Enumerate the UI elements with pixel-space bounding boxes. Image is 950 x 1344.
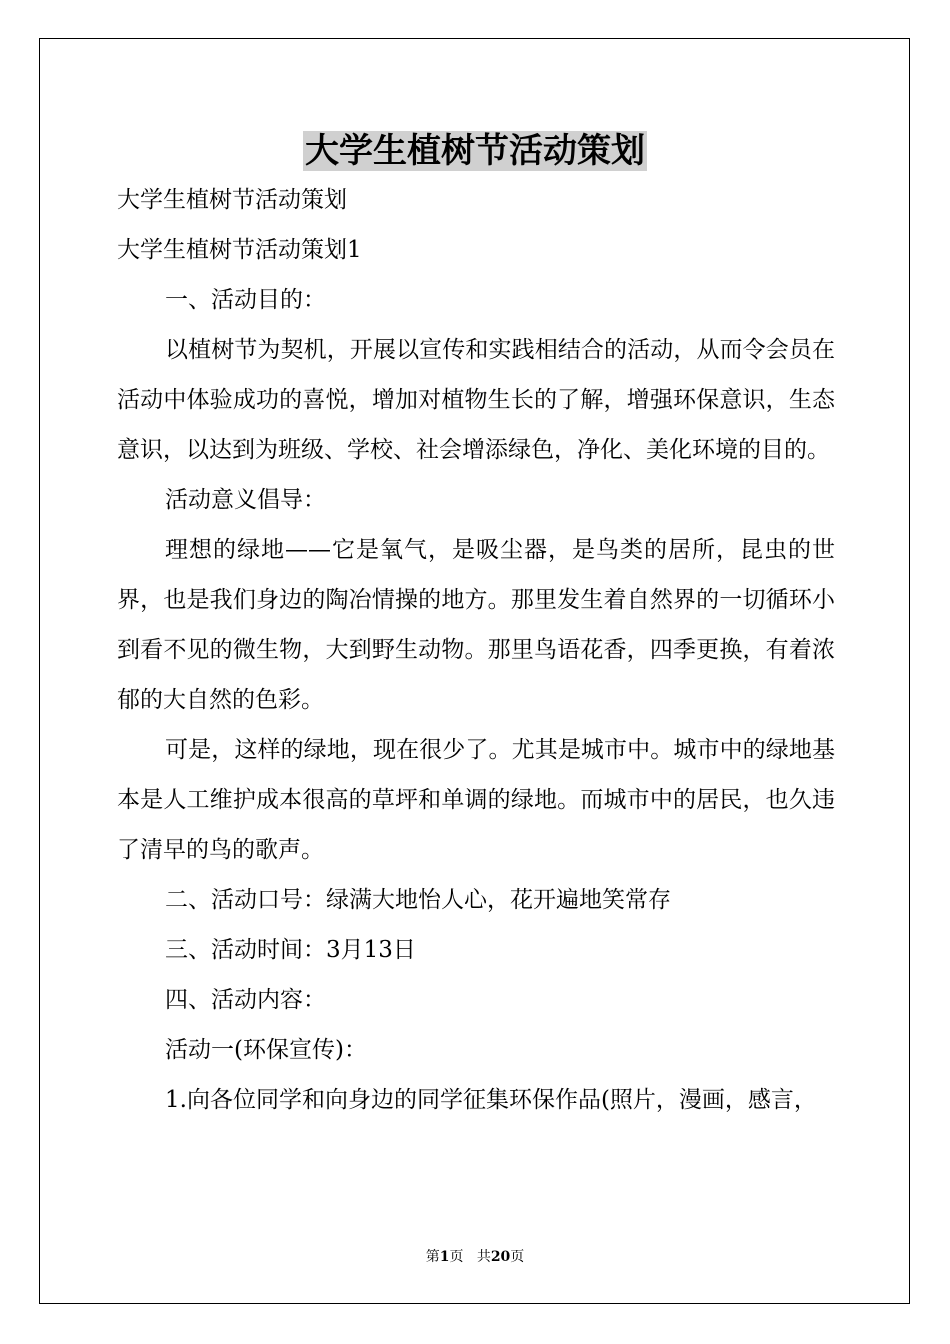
document-title-text: 大学生植树节活动策划 [305,131,645,171]
paragraph: 大学生植树节活动策划 [117,187,347,213]
paragraph: 可是，这样的绿地，现在很少了。尤其是城市中。城市中的绿地基本是人工维护成本很高的草坪和单调的绿地。而城市中的居民，也久违了清早的鸟的歌声。 [117,737,835,863]
footer-total-suffix: 页 [510,1249,525,1265]
paragraph: 活动意义倡导： [165,487,326,513]
page-footer [0,1246,950,1266]
paragraph: 三、活动时间：3月13日 [165,937,416,963]
footer-page-suffix: 页 [449,1249,464,1265]
footer-total-prefix: 共 [476,1249,491,1265]
footer-total-pages: 20 [490,1249,511,1265]
paragraph: 理想的绿地——它是氧气，是吸尘器，是鸟类的居所，昆虫的世界，也是我们身边的陶冶情操的地方。那里发生着自然界的一切循环小到看不见的微生物，大到野生动物。那里鸟语花香，四季更换，有着浓郁的大自然的色彩。 [117,537,835,713]
paragraph: 大学生植树节活动策划1 [117,237,362,263]
paragraph: 1.向各位同学和向身边的同学征集环保作品(照片，漫画，感言， [165,1087,817,1113]
paragraph: 一、活动目的： [165,287,326,313]
footer-prefix: 第 [425,1249,440,1265]
document-body [117,175,835,1125]
footer-page-number: 1 [439,1249,450,1265]
paragraph: 二、活动口号：绿满大地怡人心，花开遍地笑常存 [165,887,671,913]
paragraph: 四、活动内容： [165,987,326,1013]
document-title [0,126,950,176]
paragraph: 以植树节为契机，开展以宣传和实践相结合的活动，从而令会员在活动中体验成功的喜悦，增加对植物生长的了解，增强环保意识，生态意识，以达到为班级、学校、社会增添绿色，净化、美化环境的目的。 [117,337,835,463]
paragraph: 活动一(环保宣传)： [165,1037,367,1063]
